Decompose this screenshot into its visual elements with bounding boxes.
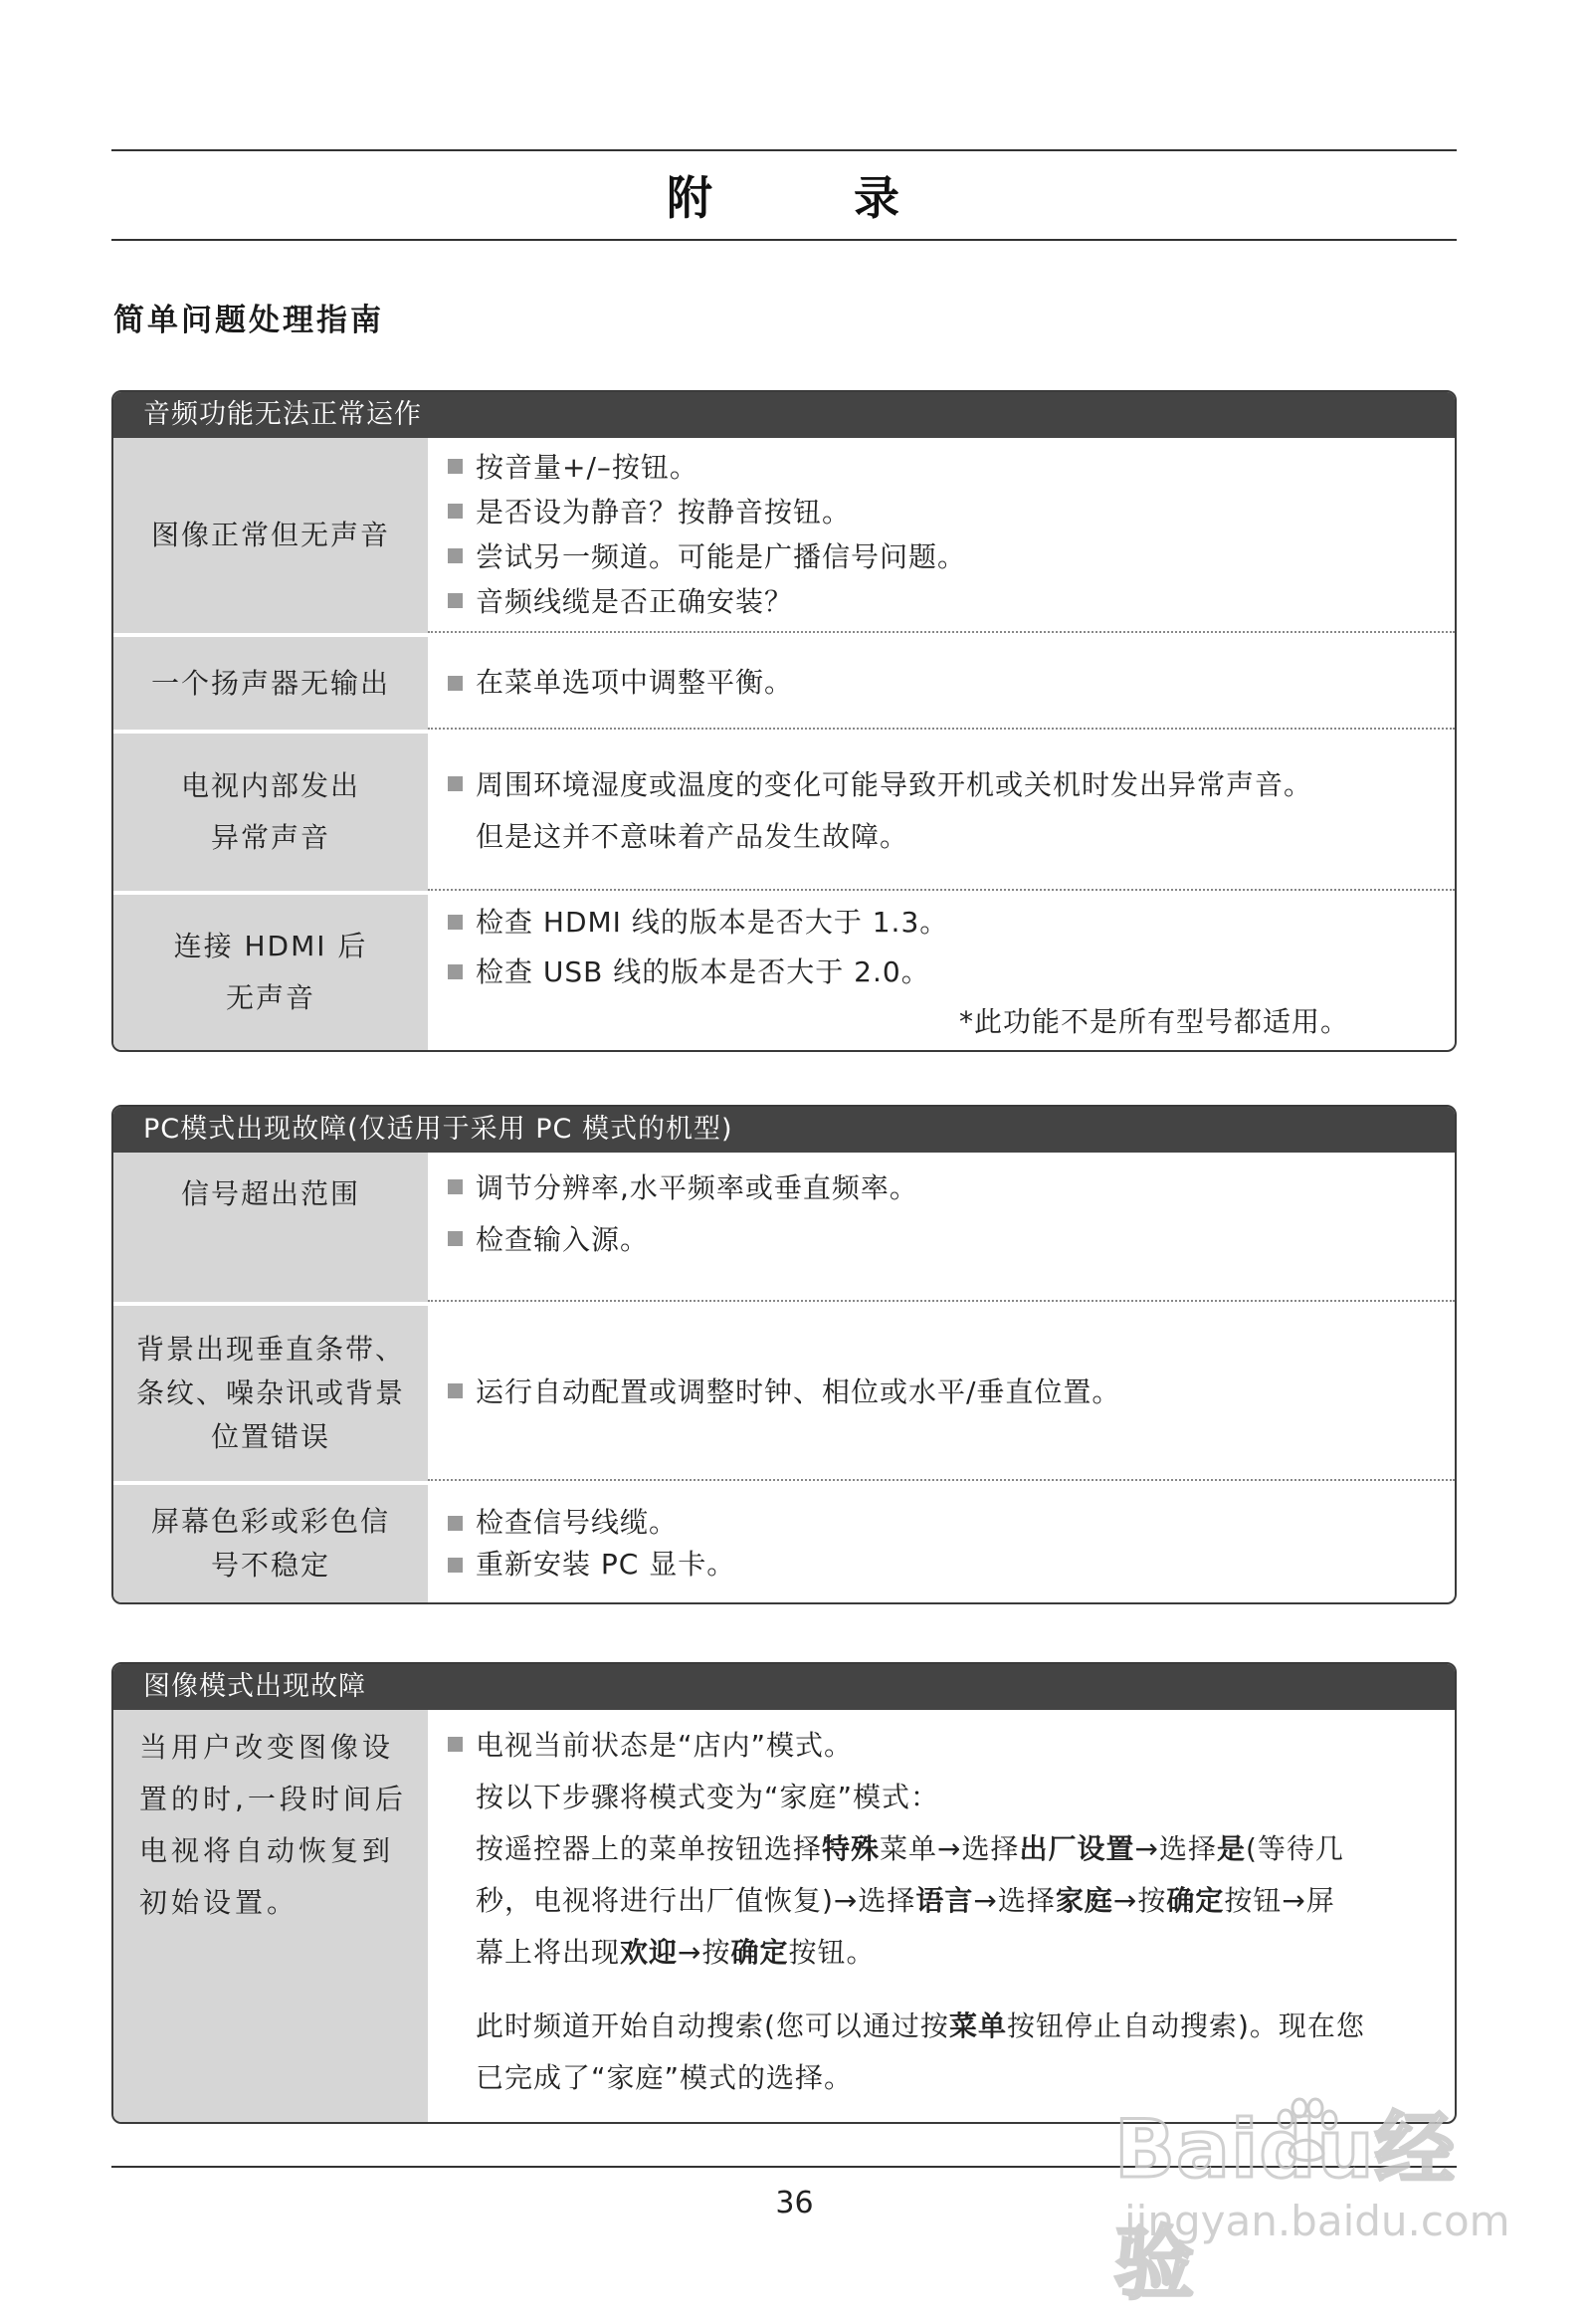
watermark-brand: Baidu经验: [1114, 2103, 1456, 2310]
table-row: [113, 1481, 1455, 1602]
card-header-audio: 音频功能无法正常运作: [113, 392, 1455, 438]
bullet-square-icon: [448, 1737, 463, 1752]
row-content: [428, 1306, 1455, 1481]
row-content: [428, 637, 1455, 730]
bullet-square-icon: [448, 1231, 463, 1246]
table-row: [113, 1302, 1455, 1481]
page-title: [111, 159, 1457, 231]
table-row: [113, 730, 1455, 891]
bullet-square-icon: [448, 915, 463, 930]
final-line-1: 此时频道开始自动搜索(您可以通过按菜单按钮停止自动搜索)。现在您: [476, 2009, 1365, 2042]
bullet-square-icon: [448, 776, 463, 791]
table-row: [113, 1153, 1455, 1302]
row-content: [428, 1710, 1455, 2122]
step-line-1: 按遥控器上的菜单按钮选择特殊菜单→选择出厂设置→选择是(等待几: [476, 1832, 1344, 1865]
row-label: 电视内部发出 异常声音: [113, 734, 428, 891]
bullet-square-icon: [448, 964, 463, 979]
section-title: 简单问题处理指南: [113, 303, 384, 338]
step-line-3: 幕上将出现欢迎→按确定按钮。: [476, 1936, 876, 1969]
step-intro: 按以下步骤将模式变为“家庭”模式：: [476, 1781, 940, 1813]
row-content: [428, 1153, 1455, 1302]
bullet-square-icon: [448, 1558, 463, 1573]
pc-mode-troubleshoot-card: [111, 1105, 1457, 1604]
list-item: 检查信号线缆。: [448, 1502, 1439, 1544]
title-rule: [111, 239, 1457, 241]
list-item: 运行自动配置或调整时钟、相位或水平/垂直位置。: [448, 1367, 1439, 1418]
list-item: 周围环境湿度或温度的变化可能导致开机或关机时发出异常声音。: [448, 759, 1439, 811]
list-item: 重新安装 PC 显卡。: [448, 1544, 1439, 1585]
bullet-square-icon: [448, 593, 463, 608]
page-title-char-1: 附: [667, 171, 714, 225]
row-content: [428, 895, 1455, 1050]
list-item: 检查 USB 线的版本是否大于 2.0。: [448, 948, 1439, 997]
list-item-continuation: 但是这并不意味着产品发生故障。: [476, 820, 909, 853]
list-item: 在菜单选项中调整平衡。: [448, 659, 1439, 707]
bullet-square-icon: [448, 676, 463, 691]
page-title-char-2: 录: [854, 171, 901, 225]
list-item: 电视当前状态是“店内”模式。: [448, 1720, 1443, 1772]
row-label: 屏幕色彩或彩色信 号不稳定: [113, 1485, 428, 1602]
final-line-2: 已完成了“家庭”模式的选择。: [476, 2061, 854, 2094]
row-label: [113, 438, 428, 633]
watermark-url: jingyan.baidu.com: [1124, 2197, 1510, 2245]
row-label-line: 图像正常但无声音: [150, 519, 390, 551]
list-item: 检查 HDMI 线的版本是否大于 1.3。: [448, 898, 1439, 948]
row-content: [428, 438, 1455, 633]
step-line-2: 秒，电视将进行出厂值恢复)→选择语言→选择家庭→按确定按钮→屏: [476, 1884, 1335, 1917]
list-item: 音频线缆是否正确安装？: [448, 579, 1439, 624]
row-label: 当用户改变图像设 置的时,一段时间后 电视将自动恢复到 初始设置。: [113, 1710, 428, 2122]
list-item: 按音量+/–按钮。: [448, 445, 1439, 490]
card-header-picture-mode: 图像模式出现故障: [113, 1664, 1455, 1710]
table-row: [113, 1710, 1455, 2122]
bullet-square-icon: [448, 1383, 463, 1398]
table-row: [113, 633, 1455, 730]
bullet-square-icon: [448, 1179, 463, 1194]
list-item: 调节分辨率,水平频率或垂直频率。: [448, 1162, 1439, 1214]
row-label: 背景出现垂直条带、 条纹、噪杂讯或背景 位置错误: [113, 1306, 428, 1481]
list-item: 尝试另一频道。可能是广播信号问题。: [448, 534, 1439, 579]
audio-troubleshoot-card: [111, 390, 1457, 1052]
row-label: 一个扬声器无输出: [113, 637, 428, 730]
top-rule: [111, 149, 1457, 151]
bullet-square-icon: [448, 548, 463, 563]
picture-mode-troubleshoot-card: [111, 1662, 1457, 2124]
bullet-square-icon: [448, 459, 463, 474]
row-label: 连接 HDMI 后 无声音: [113, 895, 428, 1050]
row-content: [428, 1485, 1455, 1602]
row-label: 信号超出范围: [113, 1153, 428, 1302]
page-number: 36: [775, 2186, 814, 2220]
availability-note: *此功能不是所有型号都适用。: [958, 1005, 1349, 1038]
list-item: 检查输入源。: [448, 1214, 1439, 1266]
list-item: 是否设为静音？按静音按钮。: [448, 490, 1439, 534]
row-content: [428, 734, 1455, 891]
table-row: [113, 891, 1455, 1050]
bullet-square-icon: [448, 1516, 463, 1531]
table-row: [113, 438, 1455, 633]
card-header-pc-mode: PC模式出现故障(仅适用于采用 PC 模式的机型): [113, 1107, 1455, 1153]
paw-icon: [1270, 2097, 1341, 2167]
bullet-square-icon: [448, 504, 463, 519]
baidu-watermark: [1114, 2085, 1512, 2310]
